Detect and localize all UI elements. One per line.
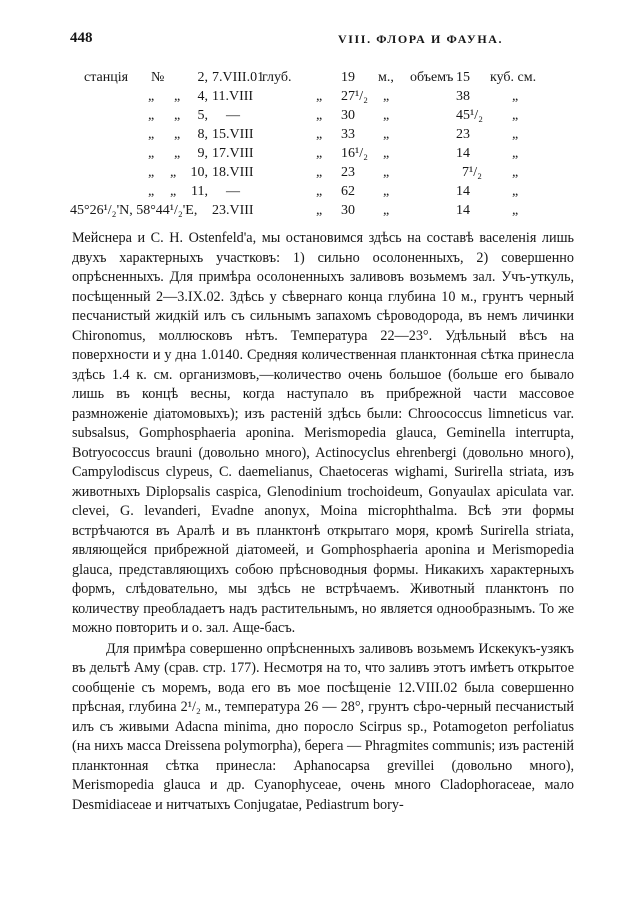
running-head: VIII. ФЛОРА И ФАУНА. (338, 32, 504, 46)
volume-label: объемъ (410, 70, 454, 85)
station-depth: 27¹/₂ (341, 89, 368, 104)
ditto-mark: „ (383, 165, 390, 180)
ditto-mark: „ (174, 108, 181, 123)
station-date: 15.VIII (212, 127, 254, 142)
ditto-mark: „ (170, 184, 177, 199)
station-depth: 16¹/₂ (341, 146, 368, 161)
ditto-mark: „ (512, 165, 519, 180)
page-number: 448 (70, 30, 93, 46)
station-number: 4, (197, 89, 208, 104)
volume-unit: куб. см. (490, 70, 537, 85)
station-date: 18.VIII (212, 165, 254, 180)
station-number: 10, (190, 165, 208, 180)
ditto-mark: „ (383, 89, 390, 104)
station-number: 9, (197, 146, 208, 161)
station-row (0, 127, 637, 147)
station-date: 11.VIII (212, 89, 254, 104)
station-volume: 45¹/₂ (456, 108, 483, 123)
station-row (0, 146, 637, 166)
station-row (0, 165, 637, 185)
station-label: станція (84, 70, 129, 85)
station-volume: 14 (456, 203, 470, 218)
station-depth: 33 (341, 127, 355, 142)
station-volume: 7¹/₂ (462, 165, 482, 180)
station-date: 17.VIII (212, 146, 254, 161)
station-date: — (226, 184, 240, 199)
ditto-mark: „ (316, 89, 323, 104)
station-row (0, 203, 637, 223)
ditto-mark: „ (512, 203, 519, 218)
ditto-mark: „ (316, 127, 323, 142)
ditto-mark: „ (316, 184, 323, 199)
station-depth: 19 (341, 70, 355, 85)
ditto-mark: „ (316, 203, 323, 218)
ditto-mark: „ (383, 108, 390, 123)
station-date: 7.VIII.01 (212, 70, 265, 85)
station-depth: 23 (341, 165, 355, 180)
ditto-mark: „ (512, 108, 519, 123)
ditto-mark: „ (148, 127, 155, 142)
station-row (0, 70, 637, 90)
paragraph: Мейснера и С. Н. Ostenfeld'а, мы остановимся здѣсь на составѣ васеленія лишь двухъ характерныхъ участковъ: 1) сильно осолоненныхъ, 2) совершенно опрѣсненныхъ. Для примѣра осолоненныхъ заливовъ возьмемъ зал. Учъ-уткуль, посѣщенный 2—3.IX.02. Здѣсь у сѣвернаго конца глубина 10 м., грунтъ черный песчанистый жидкій илъ съ сильнымъ запахомъ сѣроводорода, въ немъ личинки Chironomus, моллюсковъ нѣтъ. Температура 22—23°. Удѣльный вѣсъ на поверхности и у дна 1.0140. Средняя количественная планктонная сѣтка принесла здѣсь 1.4 к. см. организмовъ,—количество очень большое (больше его бывало лишь въ концѣ весны, когда наступало въ прибрежной части массовое размноженіе діатомовыхъ); изъ растеній здѣсь были: Chroococcus limneticus var. subsalsus, Gomphosphaeria aponina. Merismopedia glauca, Geminella interrupta, Botryococcus brauni (довольно много), Actinocyclus ehrenbergi (довольно много), Campylodiscus clypeus, C. daemelianus, Chaetoceras wighami, Surirella striata, изъ животныхъ Diplopsalis caspica, Glenodinium trochoideum, Gonyaulax apiculata var. clevei, G. levanderi, Evadne anonyx, Moina microphthalma. Всѣ эти формы встрѣчаются въ Аралѣ и въ планктонѣ открытаго моря, кромѣ Surirella striata, являющейся прибрежной діатомеей, и Gomphosphaeria aponina и Merismopedia glauca, представляющихъ собою прѣсноводныя формы. Никакихъ характерныхъ формъ, слѣдовательно, мы здѣсь не встрѣчаемъ. Животный планктонъ по количеству преобладаетъ надъ растительнымъ, но является однообразнымъ. То же можно повторить и о. зал. Аще-басъ. (72, 230, 574, 636)
station-depth: 30 (341, 203, 355, 218)
depth-unit: м., (378, 70, 394, 85)
ditto-mark: „ (174, 127, 181, 142)
station-number: 5, (197, 108, 208, 123)
paragraph: Для примѣра совершенно опрѣсненныхъ заливовъ возьмемъ Искекукъ-узякъ въ дельтѣ Аму (срав. стр. 177). Несмотря на то, что заливъ этотъ имѣетъ открытое сообщеніе съ моремъ, вода его въ мое посѣщеніе 12.VIII.02 была совершенно прѣсная, глубина 2¹/₂ м., температура 26 — 28°, грунтъ сѣро-черный песчанистый илъ съ живыми Adacna minima, дно поросло Scirpus sp., Potamogeton perfoliatus (на нихъ масса Dreissena polymorpha), берега — Phragmites communis; изъ растеній планктонная сѣтка принесла: Aphanocapsa grevillei (довольно много), Merismopedia glauca и др. Cyanophyceae, очень много Cladophoraceae, мало Desmidiaceae и нитчатыхъ Conjugatae, Pediastrum bory- (72, 640, 574, 813)
ditto-mark: „ (148, 89, 155, 104)
station-volume: 38 (456, 89, 470, 104)
ditto-mark: „ (316, 146, 323, 161)
station-coordinates: 45°26¹/₂'N, 58°44¹/₂'E, (70, 203, 198, 218)
ditto-mark: „ (170, 165, 177, 180)
station-row (0, 184, 637, 204)
station-volume: 14 (456, 146, 470, 161)
station-volume: 14 (456, 184, 470, 199)
ditto-mark: „ (512, 127, 519, 142)
ditto-mark: „ (174, 89, 181, 104)
ditto-mark: „ (316, 108, 323, 123)
depth-label: глуб. (262, 70, 292, 85)
ditto-mark: „ (512, 146, 519, 161)
station-number: 11, (191, 184, 208, 199)
station-volume: 15 (456, 70, 470, 85)
body-text (72, 229, 574, 815)
ditto-mark: „ (383, 184, 390, 199)
station-row (0, 108, 637, 128)
ditto-mark: „ (316, 165, 323, 180)
station-date: — (226, 108, 240, 123)
number-sign: № (151, 70, 165, 85)
station-volume: 23 (456, 127, 470, 142)
station-number: 8, (197, 127, 208, 142)
station-depth: 30 (341, 108, 355, 123)
page-header (70, 30, 578, 54)
ditto-mark: „ (148, 146, 155, 161)
ditto-mark: „ (148, 184, 155, 199)
station-row (0, 89, 637, 109)
ditto-mark: „ (383, 127, 390, 142)
ditto-mark: „ (383, 203, 390, 218)
ditto-mark: „ (174, 146, 181, 161)
station-number: 2, (197, 70, 208, 85)
ditto-mark: „ (148, 165, 155, 180)
ditto-mark: „ (512, 89, 519, 104)
station-date: 23.VIII (212, 203, 254, 218)
ditto-mark: „ (512, 184, 519, 199)
ditto-mark: „ (383, 146, 390, 161)
station-depth: 62 (341, 184, 355, 199)
station-table (0, 70, 637, 220)
ditto-mark: „ (148, 108, 155, 123)
